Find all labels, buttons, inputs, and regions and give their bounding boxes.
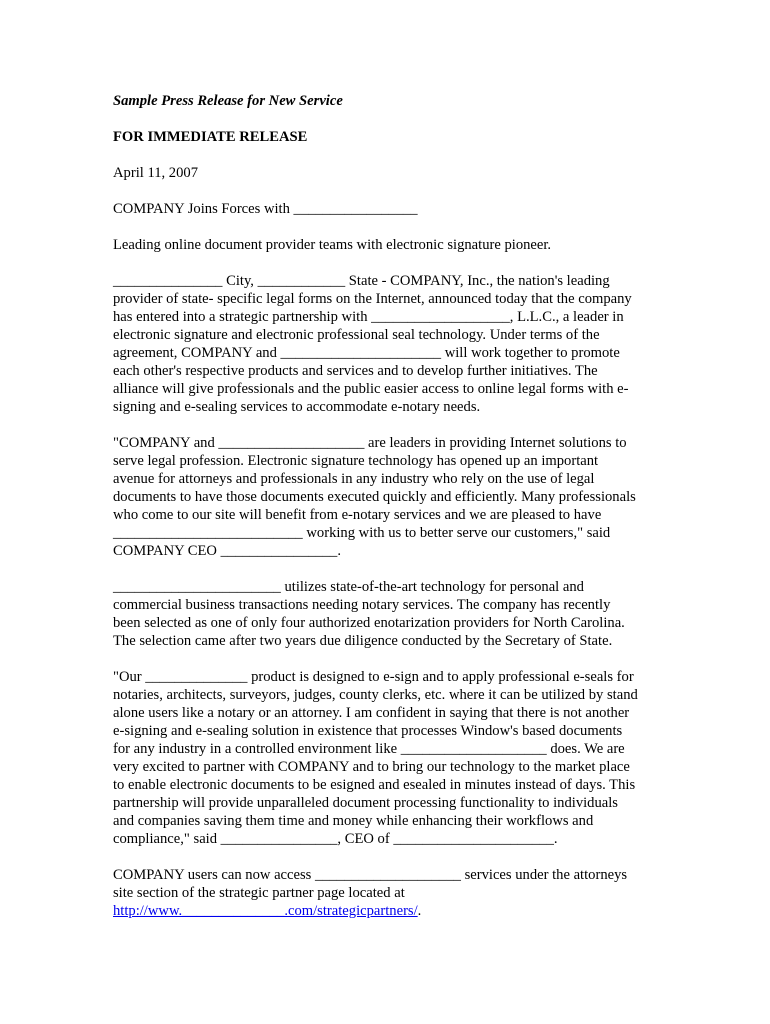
- text-line: serve legal profession. Electronic signature technology has opened up an important: [113, 453, 599, 469]
- text-line: "Our ______________ product is designed to e-sign and to apply professional e-seals for: [113, 669, 634, 685]
- link-line: [113, 902, 661, 920]
- paragraph-access: [113, 866, 661, 920]
- text-line: _______________________ utilizes state-of-the-art technology for personal and: [113, 579, 584, 595]
- text-line: electronic signature and electronic professional seal technology. Under terms of the: [113, 327, 600, 343]
- release-label: FOR IMMEDIATE RELEASE: [113, 129, 308, 145]
- document-title: Sample Press Release for New Service: [113, 93, 343, 109]
- text-line: "COMPANY and ____________________ are leaders in providing Internet solutions to: [113, 435, 627, 451]
- text-line: __________________________ working with us to better serve our customers," said: [113, 525, 611, 541]
- text-line: _______________ City, ____________ State - COMPANY, Inc., the nation's leading: [113, 273, 610, 289]
- text-line: been selected as one of only four authorized enotarization providers for North Carolina.: [113, 615, 625, 631]
- text-line: and companies saving them time and money while enhancing their workflows and: [113, 813, 594, 829]
- paragraph-technology: [113, 578, 661, 650]
- press-release-document: [113, 92, 661, 938]
- text-line: provider of state- specific legal forms on the Internet, announced today that the company: [113, 291, 632, 307]
- paragraph-ceo-quote: [113, 434, 661, 560]
- text-line: agreement, COMPANY and ______________________ will work together to promote: [113, 345, 620, 361]
- paragraph-partner-quote: [113, 668, 661, 848]
- link-suffix: .: [417, 903, 422, 919]
- strategic-partners-link[interactable]: http://www.______________.com/strategicpartners/: [113, 903, 418, 919]
- text-line: commercial business transactions needing notary services. The company has recently: [113, 597, 611, 613]
- headline: COMPANY Joins Forces with _________________: [113, 201, 418, 217]
- text-line: alliance will give professionals and the public easier access to online legal forms with e-: [113, 381, 629, 397]
- text-line: very excited to partner with COMPANY and to bring our technology to the market place: [113, 759, 630, 775]
- text-line: to enable electronic documents to be esigned and esealed in minutes instead of days. This: [113, 777, 636, 793]
- text-line: signing and e-sealing services to accommodate e-notary needs.: [113, 399, 481, 415]
- paragraph-announcement: [113, 272, 661, 416]
- text-line: notaries, architects, surveyors, judges, county clerks, etc. where it can be utilized by stand: [113, 687, 638, 703]
- text-line: compliance," said ________________, CEO of ______________________.: [113, 831, 558, 847]
- text-line: has entered into a strategic partnership with ___________________, L.L.C., a leader in: [113, 309, 624, 325]
- release-date: April 11, 2007: [113, 165, 198, 181]
- text-line: documents to have those documents executed quickly and efficiently. Many professionals: [113, 489, 636, 505]
- text-line: site section of the strategic partner page located at: [113, 885, 405, 901]
- text-line: who come to our site will benefit from e-notary services and we are pleased to have: [113, 507, 602, 523]
- text-line: each other's respective products and services and to develop further initiatives. The: [113, 363, 598, 379]
- text-line: COMPANY users can now access ____________________ services under the attorneys: [113, 867, 628, 883]
- text-line: e-signing and e-sealing solution in existence that processes Window's based documents: [113, 723, 623, 739]
- text-line: partnership will provide unparalleled document processing functionality to individuals: [113, 795, 618, 811]
- text-line: COMPANY CEO ________________.: [113, 543, 341, 559]
- text-line: for any industry in a controlled environment like ____________________ does. We are: [113, 741, 625, 757]
- text-line: alone users like a notary or an attorney. I am confident in saying that there is not another: [113, 705, 630, 721]
- subheadline: Leading online document provider teams with electronic signature pioneer.: [113, 237, 552, 253]
- text-line: avenue for attorneys and professionals in any industry who rely on the use of legal: [113, 471, 595, 487]
- text-line: The selection came after two years due diligence conducted by the Secretary of State.: [113, 633, 613, 649]
